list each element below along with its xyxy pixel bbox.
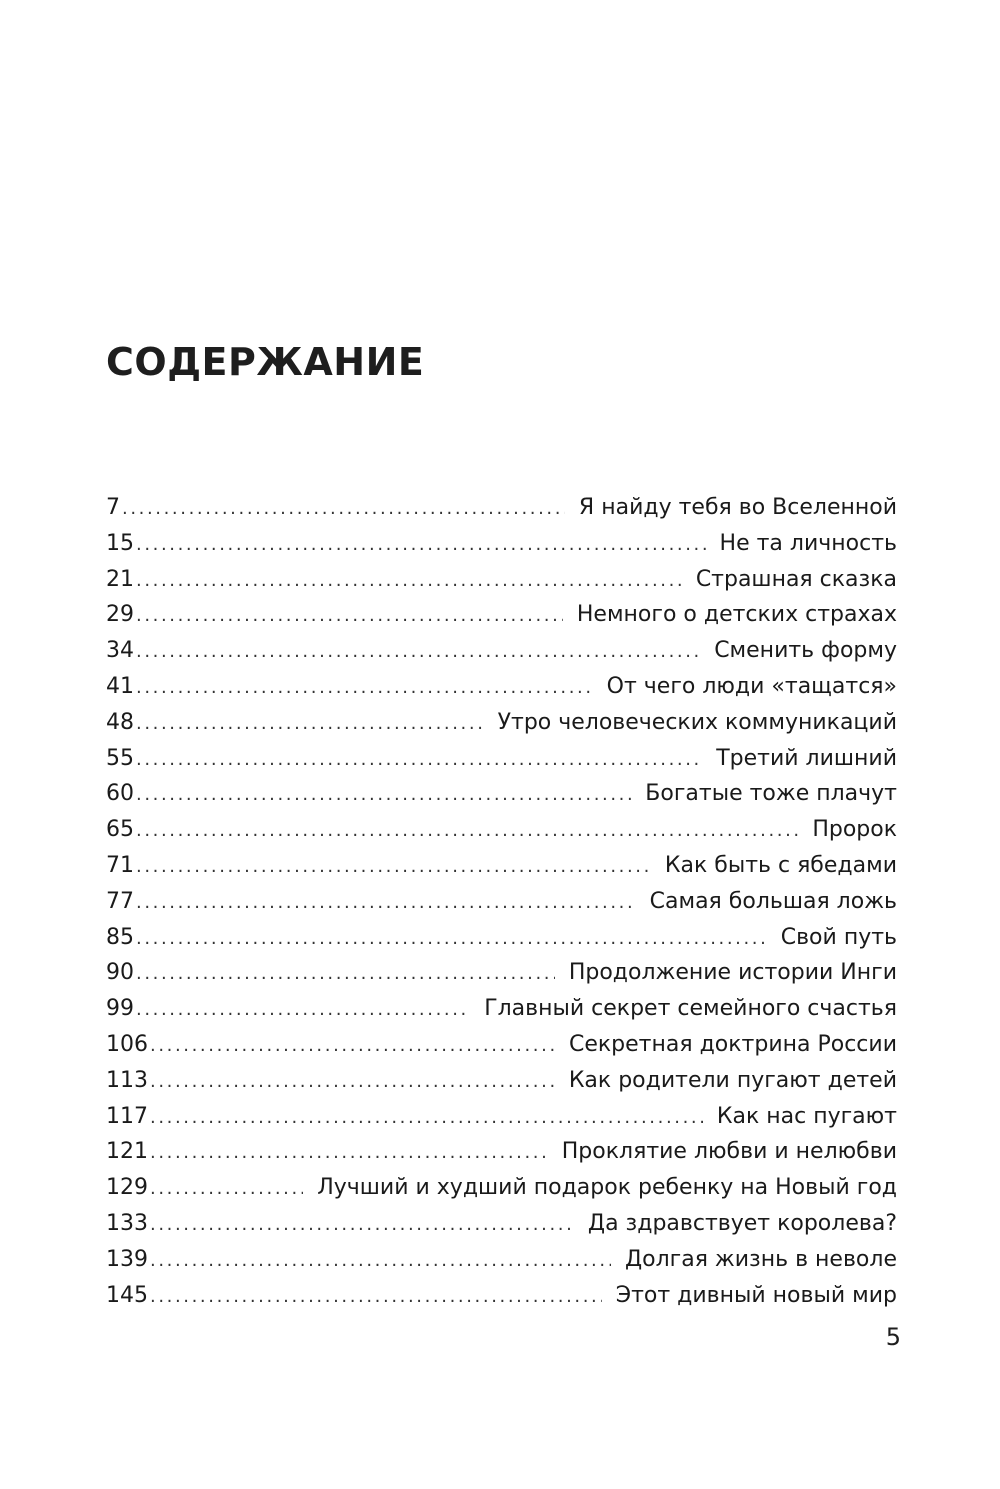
toc-leader-dots	[136, 634, 700, 670]
toc-page-number: 117	[106, 1103, 148, 1129]
toc-entry	[106, 490, 897, 526]
toc-entry	[106, 597, 897, 633]
toc-chapter-title: Как нас пугают	[716, 1103, 897, 1129]
toc-entry	[106, 633, 897, 669]
toc-chapter-title: Пророк	[812, 817, 897, 843]
toc-chapter-title: От чего люди «тащатся»	[606, 673, 897, 699]
toc-leader-dots	[136, 742, 702, 778]
toc-page-number: 60	[106, 781, 134, 807]
toc-leader-dots	[150, 1064, 555, 1100]
toc-entry	[106, 669, 897, 705]
toc-page-number: 15	[106, 530, 134, 556]
toc-leader-dots	[136, 921, 767, 957]
toc-leader-dots	[150, 1135, 548, 1171]
toc-leader-dots	[150, 1279, 602, 1315]
toc-page-number: 65	[106, 817, 134, 843]
toc-entry	[106, 1027, 897, 1063]
toc-entry	[106, 562, 897, 598]
toc-leader-dots	[136, 956, 555, 992]
toc-leader-dots	[136, 706, 484, 742]
toc-entry	[106, 776, 897, 812]
toc-leader-dots	[136, 527, 706, 563]
toc-page-number: 106	[106, 1031, 148, 1057]
toc-page-number: 55	[106, 745, 134, 771]
toc-chapter-title: Свой путь	[780, 924, 897, 950]
toc-chapter-title: Третий лишний	[716, 745, 897, 771]
toc-chapter-title: Главный секрет семейного счастья	[484, 996, 897, 1022]
toc-leader-dots	[136, 849, 651, 885]
toc-entry	[106, 741, 897, 777]
toc-entry	[106, 705, 897, 741]
toc-leader-dots	[136, 563, 682, 599]
toc-leader-dots	[122, 491, 565, 527]
toc-chapter-title: Да здравствует королева?	[587, 1210, 897, 1236]
toc-chapter-title: Сменить форму	[714, 638, 897, 664]
toc-page-number: 113	[106, 1067, 148, 1093]
toc-page-number: 29	[106, 602, 134, 628]
toc-leader-dots	[150, 1243, 611, 1279]
toc-entry	[106, 1170, 897, 1206]
toc-chapter-title: Как родители пугают детей	[568, 1067, 897, 1093]
toc-leader-dots	[150, 1100, 703, 1136]
toc-entry	[106, 884, 897, 920]
toc-leader-dots	[136, 777, 631, 813]
toc-entry	[106, 1099, 897, 1135]
toc-page-number: 71	[106, 852, 134, 878]
toc-entry	[106, 1278, 897, 1314]
toc-page-number: 129	[106, 1175, 148, 1201]
toc-page-number: 99	[106, 996, 134, 1022]
toc-chapter-title: Страшная сказка	[695, 566, 897, 592]
toc-leader-dots	[136, 598, 563, 634]
toc-chapter-title: Как быть с ябедами	[664, 852, 897, 878]
toc-chapter-title: Продолжение истории Инги	[568, 960, 897, 986]
toc-chapter-title: Лучший и худший подарок ребенку на Новый год	[317, 1175, 897, 1201]
toc-chapter-title: Самая большая ложь	[649, 888, 897, 914]
toc-chapter-title: Проклятие любви и нелюбви	[561, 1139, 897, 1165]
toc-page-number: 77	[106, 888, 134, 914]
toc-chapter-title: Долгая жизнь в неволе	[624, 1246, 897, 1272]
toc-page-number: 139	[106, 1246, 148, 1272]
toc-page-number: 90	[106, 960, 134, 986]
toc-chapter-title: Не та личность	[719, 530, 897, 556]
page-title: СОДЕРЖАНИЕ	[106, 340, 425, 384]
toc-leader-dots	[150, 1028, 555, 1064]
toc-chapter-title: Этот дивный новый мир	[615, 1282, 897, 1308]
toc-page-number: 34	[106, 638, 134, 664]
toc-chapter-title: Богатые тоже плачут	[645, 781, 897, 807]
toc-entry	[106, 1134, 897, 1170]
toc-page-number: 85	[106, 924, 134, 950]
toc-entry	[106, 848, 897, 884]
toc-leader-dots	[136, 670, 593, 706]
toc-page-number: 21	[106, 566, 134, 592]
toc-chapter-title: Я найду тебя во Вселенной	[578, 495, 897, 520]
toc-leader-dots	[136, 813, 798, 849]
toc-chapter-title: Секретная доктрина России	[568, 1031, 897, 1057]
toc-page-number: 41	[106, 673, 134, 699]
toc-page-number: 48	[106, 709, 134, 735]
toc-leader-dots	[136, 885, 636, 921]
toc-entry	[106, 1206, 897, 1242]
toc-entry	[106, 1063, 897, 1099]
toc-entry	[106, 812, 897, 848]
toc-leader-dots	[150, 1171, 303, 1207]
toc-entry	[106, 1242, 897, 1278]
toc-page-number: 7	[106, 495, 120, 520]
toc-entry	[106, 920, 897, 956]
toc-chapter-title: Утро человеческих коммуникаций	[497, 709, 897, 735]
toc-chapter-title: Немного о детских страхах	[576, 602, 897, 628]
toc-leader-dots	[150, 1207, 574, 1243]
table-of-contents	[106, 490, 897, 1313]
toc-page-number: 121	[106, 1139, 148, 1165]
toc-entry	[106, 955, 897, 991]
toc-page-number: 145	[106, 1282, 148, 1308]
toc-entry	[106, 991, 897, 1027]
toc-page-number: 133	[106, 1210, 148, 1236]
page-number: 5	[885, 1323, 901, 1351]
toc-entry	[106, 526, 897, 562]
toc-leader-dots	[136, 992, 470, 1028]
